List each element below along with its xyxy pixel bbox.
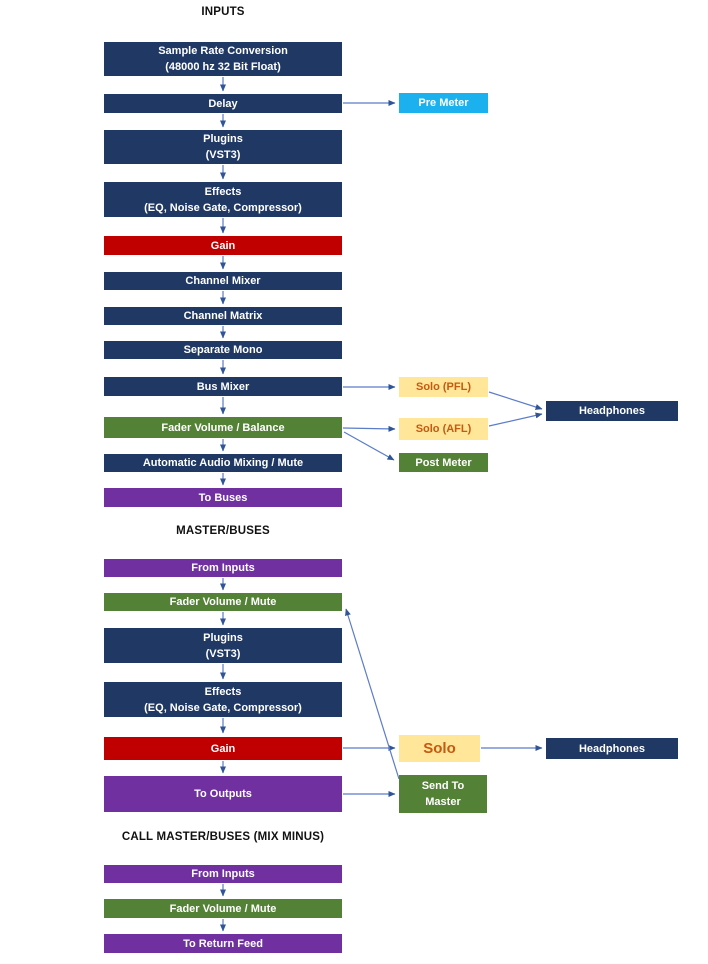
node-label: Channel Matrix <box>183 310 263 322</box>
node-pre-meter <box>399 93 488 113</box>
node-effects-inputs <box>104 182 342 217</box>
node-delay <box>104 94 342 113</box>
node-label: Bus Mixer <box>196 380 250 393</box>
node-headphones-inputs <box>546 401 678 421</box>
node-fader-volume-mute-master <box>104 593 342 611</box>
node-label: Solo <box>423 739 456 757</box>
node-sublabel: (VST3) <box>205 149 241 161</box>
node-channel-mixer <box>104 272 342 290</box>
node-label: Plugins <box>203 631 243 644</box>
node-label: Channel Mixer <box>185 275 261 287</box>
node-separate-mono <box>104 341 342 359</box>
node-label: Solo (PFL) <box>416 381 471 393</box>
node-label: Sample Rate Conversion <box>158 45 288 57</box>
node-to-return-feed <box>104 934 342 953</box>
node-label: From Inputs <box>191 868 255 880</box>
node-label: To Buses <box>198 491 248 504</box>
node-to-buses <box>104 488 342 507</box>
node-label: Solo (AFL) <box>415 423 472 435</box>
node-label: Delay <box>208 97 238 110</box>
node-label: Separate Mono <box>183 344 263 356</box>
node-solo-master <box>399 735 480 762</box>
node-label: Post Meter <box>415 456 472 469</box>
node-label: Send To <box>421 780 465 792</box>
node-headphones-master <box>546 738 678 759</box>
node-label: Automatic Audio Mixing / Mute <box>142 457 304 469</box>
node-label: Headphones <box>578 742 645 755</box>
node-plugins-inputs <box>104 130 342 164</box>
arrow-fader-to-solo-afl <box>343 428 395 429</box>
node-fader-volume-mute-call <box>104 899 342 918</box>
node-send-to-master <box>399 775 487 813</box>
section-title-call-master-buses: CALL MASTER/BUSES (MIX MINUS) <box>121 831 325 843</box>
node-sublabel: (VST3) <box>205 647 241 660</box>
node-automatic-audio-mixing-mute <box>104 454 342 472</box>
node-label: From Inputs <box>191 562 255 574</box>
node-label: Fader Volume / Mute <box>169 596 277 608</box>
section-title-inputs: INPUTS <box>201 6 245 18</box>
node-solo-afl <box>399 418 488 440</box>
node-label: To Outputs <box>194 788 252 800</box>
node-label: Fader Volume / Mute <box>169 902 277 915</box>
node-solo-pfl <box>399 377 488 397</box>
arrow-solo-pfl-to-headphones <box>489 392 542 409</box>
node-bus-mixer <box>104 377 342 396</box>
node-label: Effects <box>204 185 242 198</box>
arrow-send-to-master-to-fader-m <box>346 609 399 779</box>
node-gain-master <box>104 737 342 760</box>
node-sublabel: Master <box>425 796 461 808</box>
node-sublabel: (EQ, Noise Gate, Compressor) <box>144 201 302 214</box>
node-label: Effects <box>204 685 242 698</box>
node-to-outputs <box>104 776 342 812</box>
node-label: To Return Feed <box>183 937 263 950</box>
node-label: Plugins <box>203 133 243 145</box>
arrow-solo-afl-to-headphones <box>489 414 542 426</box>
node-label: Headphones <box>578 405 645 417</box>
node-post-meter <box>399 453 488 472</box>
node-sublabel: (48000 hz 32 Bit Float) <box>165 61 281 73</box>
node-gain-inputs <box>104 236 342 255</box>
node-fader-volume-balance <box>104 417 342 438</box>
node-sublabel: (EQ, Noise Gate, Compressor) <box>144 701 302 714</box>
node-channel-matrix <box>104 307 342 325</box>
node-from-inputs-master <box>104 559 342 577</box>
node-label: Gain <box>210 239 236 252</box>
node-sample-rate-conversion <box>104 42 342 76</box>
node-from-inputs-call <box>104 865 342 883</box>
node-effects-master <box>104 682 342 717</box>
node-plugins-master <box>104 628 342 663</box>
section-title-master-buses: MASTER/BUSES <box>176 525 270 537</box>
node-label: Gain <box>210 742 236 755</box>
node-label: Pre Meter <box>418 97 469 109</box>
arrow-fader-to-post-meter <box>344 432 394 460</box>
node-label: Fader Volume / Balance <box>161 421 285 434</box>
